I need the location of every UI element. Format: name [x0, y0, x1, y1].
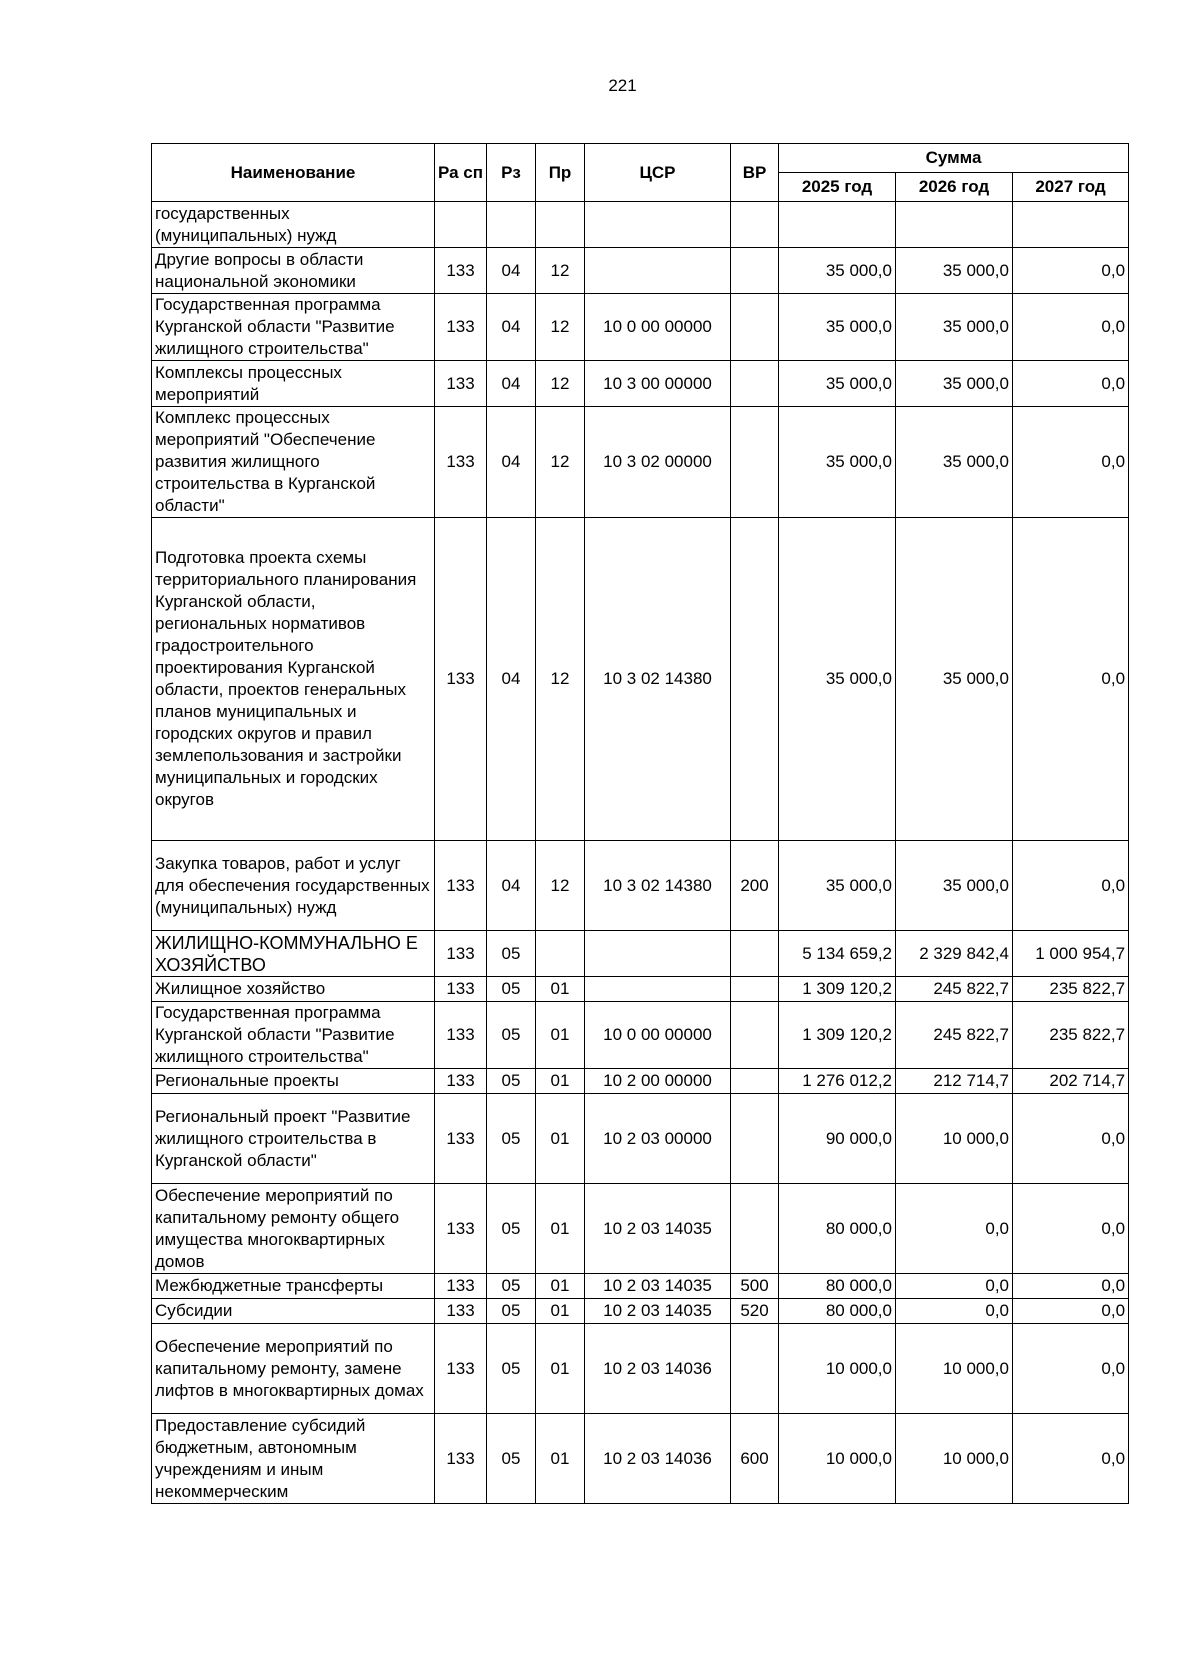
- row-2027: 0,0: [1013, 1094, 1129, 1184]
- row-rasp: 133: [435, 1002, 487, 1069]
- row-csr: [585, 931, 731, 977]
- row-rasp: 133: [435, 841, 487, 931]
- row-name: Другие вопросы в области национальной экономики: [152, 248, 435, 294]
- row-rasp: 133: [435, 1414, 487, 1504]
- row-2026: 245 822,7: [896, 1002, 1013, 1069]
- row-2025: 1 309 120,2: [779, 977, 896, 1002]
- row-2026: 2 329 842,4: [896, 931, 1013, 977]
- row-rasp: 133: [435, 407, 487, 518]
- row-2026: 0,0: [896, 1184, 1013, 1274]
- row-2026: [896, 202, 1013, 248]
- row-csr: 10 0 00 00000: [585, 294, 731, 361]
- row-vr: [731, 977, 779, 1002]
- row-rasp: 133: [435, 294, 487, 361]
- row-2026: 245 822,7: [896, 977, 1013, 1002]
- row-2026: 212 714,7: [896, 1069, 1013, 1094]
- row-rz: 05: [487, 1299, 536, 1324]
- row-rasp: 133: [435, 1069, 487, 1094]
- header-rasp: Ра сп: [435, 144, 487, 202]
- row-name: Подготовка проекта схемы территориального планирования Курганской области, региональных нормативов градостроительного проектирования Курганской области, проектов генеральных планов муниципальных и городских округов и правил землепользования и застройки муниципальных и городских округов: [152, 518, 435, 841]
- row-rasp: 133: [435, 1324, 487, 1414]
- row-pr: 12: [536, 294, 585, 361]
- row-vr: [731, 248, 779, 294]
- row-rz: 05: [487, 1414, 536, 1504]
- row-2025: 35 000,0: [779, 841, 896, 931]
- row-2027: 202 714,7: [1013, 1069, 1129, 1094]
- table-row: [152, 841, 1129, 931]
- row-2025: 80 000,0: [779, 1274, 896, 1299]
- header-2025: 2025 год: [779, 173, 896, 202]
- row-name: Региональный проект "Развитие жилищного строительства в Курганской области": [152, 1094, 435, 1184]
- row-2027: 0,0: [1013, 248, 1129, 294]
- row-2027: 0,0: [1013, 294, 1129, 361]
- row-csr: 10 3 02 00000: [585, 407, 731, 518]
- table-row: [152, 1094, 1129, 1184]
- row-csr: [585, 248, 731, 294]
- row-rz: 04: [487, 518, 536, 841]
- row-vr: [731, 202, 779, 248]
- row-csr: 10 2 03 14036: [585, 1324, 731, 1414]
- header-2027: 2027 год: [1013, 173, 1129, 202]
- table-row: [152, 518, 1129, 841]
- row-pr: 01: [536, 1002, 585, 1069]
- row-csr: 10 2 03 14035: [585, 1274, 731, 1299]
- row-rasp: 133: [435, 1094, 487, 1184]
- row-rz: 05: [487, 1002, 536, 1069]
- row-vr: 200: [731, 841, 779, 931]
- row-csr: [585, 977, 731, 1002]
- row-rasp: 133: [435, 1299, 487, 1324]
- row-2027: 235 822,7: [1013, 977, 1129, 1002]
- header-name: Наименование: [152, 144, 435, 202]
- row-vr: [731, 1094, 779, 1184]
- row-2027: 0,0: [1013, 1184, 1129, 1274]
- row-csr: 10 3 02 14380: [585, 841, 731, 931]
- row-2027: 0,0: [1013, 1324, 1129, 1414]
- row-2027: 0,0: [1013, 1299, 1129, 1324]
- row-name: государственных (муниципальных) нужд: [152, 202, 435, 248]
- row-csr: [585, 202, 731, 248]
- row-2026: 10 000,0: [896, 1094, 1013, 1184]
- row-vr: [731, 931, 779, 977]
- row-2025: 5 134 659,2: [779, 931, 896, 977]
- row-pr: 01: [536, 1069, 585, 1094]
- row-rasp: 133: [435, 1184, 487, 1274]
- row-2025: 90 000,0: [779, 1094, 896, 1184]
- row-2027: 0,0: [1013, 841, 1129, 931]
- table-row: [152, 248, 1129, 294]
- row-vr: [731, 361, 779, 407]
- row-rz: 04: [487, 361, 536, 407]
- row-2026: 35 000,0: [896, 361, 1013, 407]
- row-2025: 10 000,0: [779, 1324, 896, 1414]
- table-row: [152, 1299, 1129, 1324]
- row-rasp: 133: [435, 931, 487, 977]
- row-csr: 10 3 02 14380: [585, 518, 731, 841]
- row-vr: 520: [731, 1299, 779, 1324]
- row-rz: 05: [487, 1094, 536, 1184]
- row-2026: 35 000,0: [896, 841, 1013, 931]
- table-row: [152, 1184, 1129, 1274]
- row-pr: 01: [536, 1184, 585, 1274]
- row-name: Государственная программа Курганской области "Развитие жилищного строительства": [152, 294, 435, 361]
- row-2027: 1 000 954,7: [1013, 931, 1129, 977]
- row-2025: 35 000,0: [779, 248, 896, 294]
- table-row: [152, 1324, 1129, 1414]
- row-2027: 0,0: [1013, 361, 1129, 407]
- row-rz: 04: [487, 841, 536, 931]
- table-row: [152, 294, 1129, 361]
- row-pr: [536, 202, 585, 248]
- row-2025: 80 000,0: [779, 1184, 896, 1274]
- header-2026: 2026 год: [896, 173, 1013, 202]
- row-csr: 10 2 03 14036: [585, 1414, 731, 1504]
- row-name: Предоставление субсидий бюджетным, автономным учреждениям и иным некоммерческим: [152, 1414, 435, 1504]
- table-row: [152, 977, 1129, 1002]
- row-2027: 0,0: [1013, 1414, 1129, 1504]
- row-name: ЖИЛИЩНО-КОММУНАЛЬНО Е ХОЗЯЙСТВО: [152, 931, 435, 977]
- row-rasp: 133: [435, 248, 487, 294]
- row-rz: 04: [487, 248, 536, 294]
- row-pr: 12: [536, 841, 585, 931]
- row-rz: 04: [487, 407, 536, 518]
- table-row: [152, 202, 1129, 248]
- row-pr: 01: [536, 1324, 585, 1414]
- row-rz: 05: [487, 977, 536, 1002]
- row-vr: 500: [731, 1274, 779, 1299]
- row-2025: 1 276 012,2: [779, 1069, 896, 1094]
- header-sum: Сумма: [779, 144, 1129, 173]
- row-2025: 35 000,0: [779, 518, 896, 841]
- row-name: Жилищное хозяйство: [152, 977, 435, 1002]
- row-csr: 10 2 03 14035: [585, 1184, 731, 1274]
- row-name: Закупка товаров, работ и услуг для обеспечения государственных (муниципальных) нужд: [152, 841, 435, 931]
- row-rz: 04: [487, 294, 536, 361]
- row-vr: [731, 294, 779, 361]
- row-rz: 05: [487, 1274, 536, 1299]
- row-2025: [779, 202, 896, 248]
- row-pr: 01: [536, 1094, 585, 1184]
- row-2026: 35 000,0: [896, 248, 1013, 294]
- row-vr: [731, 1069, 779, 1094]
- row-pr: 12: [536, 518, 585, 841]
- header-vr: ВР: [731, 144, 779, 202]
- row-name: Субсидии: [152, 1299, 435, 1324]
- row-2027: [1013, 202, 1129, 248]
- row-name: Комплексы процессных мероприятий: [152, 361, 435, 407]
- row-rasp: 133: [435, 977, 487, 1002]
- row-2026: 35 000,0: [896, 294, 1013, 361]
- table-row: [152, 1002, 1129, 1069]
- row-2026: 0,0: [896, 1274, 1013, 1299]
- row-pr: 01: [536, 1299, 585, 1324]
- row-rz: 05: [487, 1324, 536, 1414]
- row-rasp: 133: [435, 361, 487, 407]
- row-pr: [536, 931, 585, 977]
- row-2026: 35 000,0: [896, 518, 1013, 841]
- row-name: Обеспечение мероприятий по капитальному ремонту, замене лифтов в многоквартирных домах: [152, 1324, 435, 1414]
- row-csr: 10 2 00 00000: [585, 1069, 731, 1094]
- row-name: Обеспечение мероприятий по капитальному ремонту общего имущества многоквартирных домов: [152, 1184, 435, 1274]
- row-pr: 01: [536, 977, 585, 1002]
- row-2026: 10 000,0: [896, 1324, 1013, 1414]
- row-2025: 80 000,0: [779, 1299, 896, 1324]
- row-rz: [487, 202, 536, 248]
- row-2025: 35 000,0: [779, 407, 896, 518]
- table-header: [152, 144, 1129, 202]
- row-rasp: 133: [435, 1274, 487, 1299]
- header-csr: ЦСР: [585, 144, 731, 202]
- budget-table: [151, 143, 1129, 1504]
- row-2027: 0,0: [1013, 1274, 1129, 1299]
- header-rz: Рз: [487, 144, 536, 202]
- table-row: [152, 1069, 1129, 1094]
- row-2026: 35 000,0: [896, 407, 1013, 518]
- row-2025: 1 309 120,2: [779, 1002, 896, 1069]
- row-2025: 35 000,0: [779, 361, 896, 407]
- table-row: [152, 1414, 1129, 1504]
- row-name: Государственная программа Курганской области "Развитие жилищного строительства": [152, 1002, 435, 1069]
- row-rz: 05: [487, 1069, 536, 1094]
- row-pr: 12: [536, 248, 585, 294]
- row-name: Региональные проекты: [152, 1069, 435, 1094]
- row-vr: [731, 1002, 779, 1069]
- row-rz: 05: [487, 1184, 536, 1274]
- row-vr: [731, 1324, 779, 1414]
- row-name: Межбюджетные трансферты: [152, 1274, 435, 1299]
- row-2025: 10 000,0: [779, 1414, 896, 1504]
- row-2025: 35 000,0: [779, 294, 896, 361]
- row-csr: 10 0 00 00000: [585, 1002, 731, 1069]
- table-row: [152, 407, 1129, 518]
- row-2026: 0,0: [896, 1299, 1013, 1324]
- row-pr: 12: [536, 407, 585, 518]
- row-csr: 10 3 00 00000: [585, 361, 731, 407]
- row-name: Комплекс процессных мероприятий "Обеспечение развития жилищного строительства в Курганской области": [152, 407, 435, 518]
- row-csr: 10 2 03 00000: [585, 1094, 731, 1184]
- row-vr: [731, 518, 779, 841]
- table-body: [152, 202, 1129, 1504]
- row-vr: 600: [731, 1414, 779, 1504]
- row-pr: 01: [536, 1274, 585, 1299]
- row-vr: [731, 1184, 779, 1274]
- table-row: [152, 1274, 1129, 1299]
- header-pr: Пр: [536, 144, 585, 202]
- row-rz: 05: [487, 931, 536, 977]
- row-2027: 0,0: [1013, 407, 1129, 518]
- page-number: 221: [608, 76, 637, 95]
- row-pr: 01: [536, 1414, 585, 1504]
- row-2027: 0,0: [1013, 518, 1129, 841]
- row-2026: 10 000,0: [896, 1414, 1013, 1504]
- row-rasp: 133: [435, 518, 487, 841]
- row-rasp: [435, 202, 487, 248]
- row-csr: 10 2 03 14035: [585, 1299, 731, 1324]
- table-row: [152, 931, 1129, 977]
- row-vr: [731, 407, 779, 518]
- row-pr: 12: [536, 361, 585, 407]
- table-row: [152, 361, 1129, 407]
- row-2027: 235 822,7: [1013, 1002, 1129, 1069]
